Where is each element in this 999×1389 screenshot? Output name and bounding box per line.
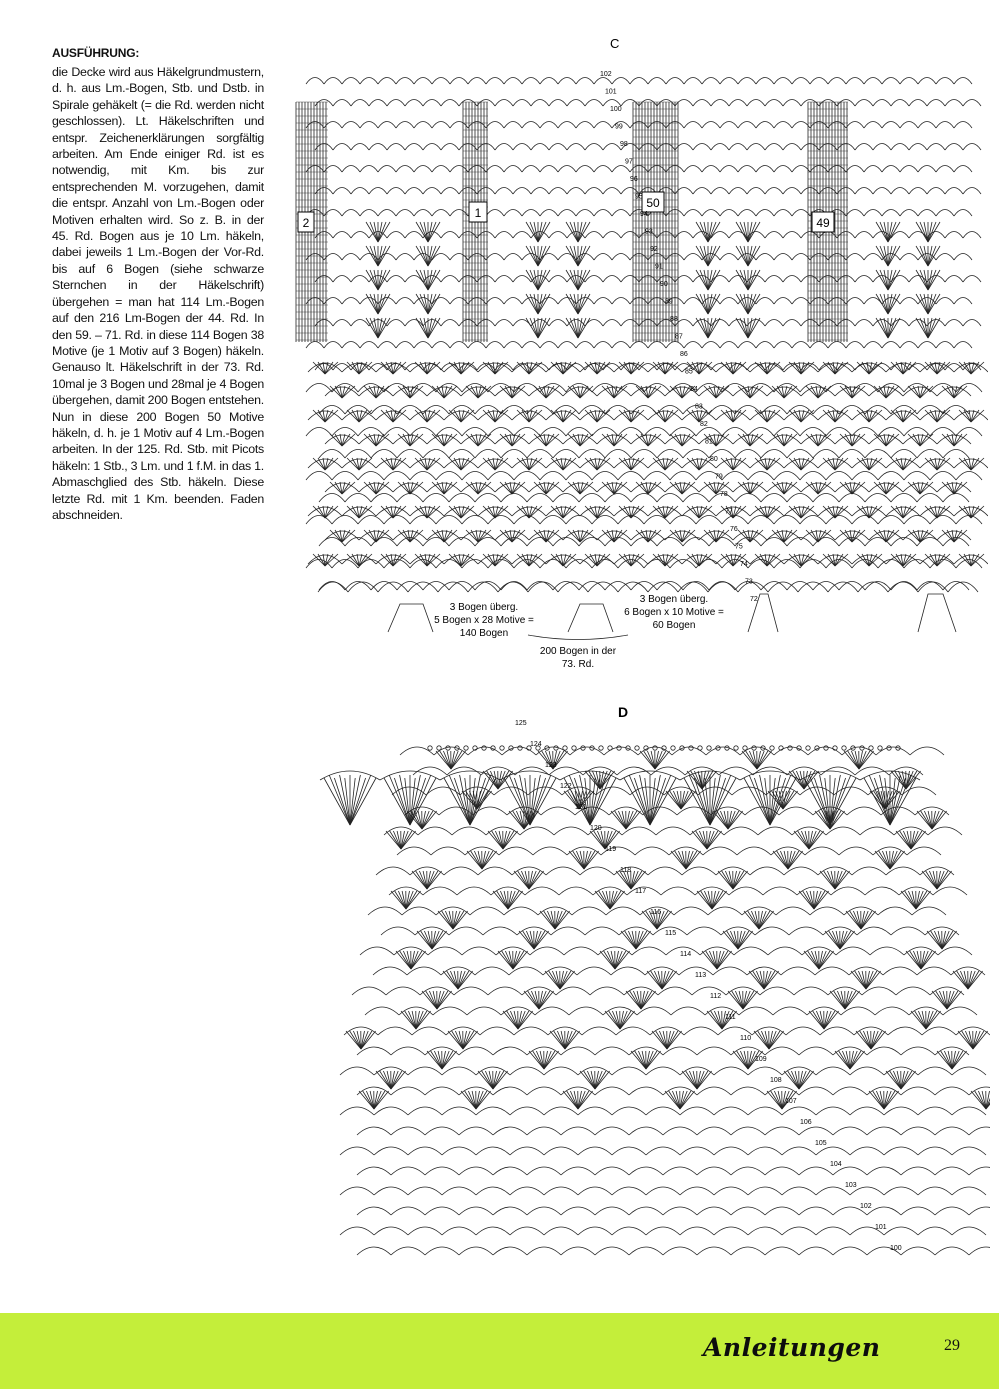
note-6x10: 6 Bogen x 10 Motive =	[624, 607, 724, 618]
chart-c-row-number: 73	[745, 578, 753, 586]
chart-d-row-number: 121	[575, 804, 587, 811]
chart-c-row-number: 98	[620, 141, 628, 148]
chart-c-row-number: 90	[660, 281, 668, 288]
note-73-rd: 73. Rd.	[561, 659, 595, 670]
chart-c-row-number: 86	[680, 351, 688, 358]
chart-d-row-number: 114	[680, 951, 692, 958]
chart-d-row-number: 115	[665, 930, 677, 937]
chart-c-row-number: 83	[695, 403, 703, 411]
chart-c-label: C	[610, 36, 620, 51]
chart-c-row-number: 85	[685, 368, 693, 376]
chart-d-row-number: 113	[695, 972, 707, 979]
instructions-column	[52, 46, 264, 523]
chart-d-row-number: 119	[605, 846, 617, 853]
chart-c-row-number: 82	[700, 421, 708, 428]
chart-c-row-number: 76	[730, 526, 738, 533]
chart-d-row-number: 103	[845, 1182, 857, 1189]
chart-d-row-number: 108	[770, 1077, 782, 1084]
chart-c-row-number: 102	[600, 71, 612, 78]
chart-d-row-number: 120	[590, 825, 602, 832]
chart-c-row-number: 88	[670, 316, 678, 323]
instructions-body: die Decke wird aus Häkelgrundmustern, d. h. aus Lm.-Bogen, Stb. und Dstb. in Spirale gehäkelt (= die Rd. werden nicht geschlossen). Lt. Häkelschriften und entspr. Zeichenerklärungen sorgfältig arbeiten. Am Ende einiger Rd. ist es notwendig, mit Km. bis zur entsprechenden M. vorzugehen, damit die entspr. Anzahl von Lm.-Bogen oder Motiven erhalten wird. So z. B. in der 45. Rd. Bogen aus je 10 Lm. häkeln, dabei jeweils 1 Lm.-Bogen der Vor-Rd. bis auf 6 Bogen (siehe schwarze Sternchen in der Häkelschrift) übergehen = man hat 114 Lm.-Bogen auf den 216 Lm-Bogen der 44. Rd. In den 59. – 71. Rd. in diese 114 Bogen 38 Motive (je 1 Motiv auf 3 Bogen) häkeln. Genauso lt. Häkelschrift in der 73. Rd. 10mal je 3 Bogen und 28mal je 4 Bogen übergehen, damit 200 Bogen entstehen. Nun in diese 200 Bogen 50 Motive häkeln, d. h. je 1 Motiv auf 4 Lm.-Bogen arbeiten. In der 125. Rd. Stb. mit Picots häkeln: 1 Stb., 3 Lm. und 1 f.M. in das 1. Abmaschglied des Stb. häkeln. Diese letzte Rd. mit 1 Km. beenden. Faden abschneiden.	[52, 65, 264, 522]
chart-c-row-number: 101	[605, 88, 617, 96]
chart-d-row-number: 105	[815, 1140, 827, 1147]
chart-d-row-number: 102	[860, 1203, 872, 1210]
chart-c-row-number: 94	[640, 211, 648, 218]
note-5x28: 5 Bogen x 28 Motive =	[434, 615, 534, 626]
chart-d-row-number: 116	[650, 909, 662, 916]
chart-d-row-number: 125	[515, 720, 527, 727]
note-60-bogen: 60 Bogen	[652, 620, 696, 631]
chart-d-row-number: 106	[800, 1119, 812, 1126]
chart-c-row-number: 92	[650, 246, 658, 253]
footer-band	[0, 1313, 999, 1389]
chart-c-row-number: 74	[740, 561, 748, 568]
svg-text:50: 50	[646, 196, 660, 210]
chart-d-row-number: 109	[755, 1056, 767, 1063]
chart-c-row-number: 97	[625, 158, 633, 166]
chart-c-row-number: 75	[735, 543, 743, 551]
chart-c-row-number: 93	[645, 228, 653, 236]
chart-c-row-number: 89	[665, 298, 673, 306]
chart-d-row-number: 122	[560, 783, 572, 790]
chart-d-row-number: 123	[545, 762, 557, 769]
svg-text:2: 2	[302, 216, 310, 230]
chart-d-row-number: 107	[785, 1098, 797, 1105]
chart-c-row-number: 84	[690, 386, 698, 393]
svg-text:49: 49	[816, 216, 830, 230]
chart-c-box-49	[812, 212, 834, 232]
chart-d-row-number: 124	[530, 741, 542, 748]
chart-c-row-number: 79	[715, 473, 723, 481]
chart-d-row-number: 104	[830, 1161, 842, 1168]
chart-c-row-number: 91	[655, 263, 663, 271]
chart-c-row-number: 78	[720, 491, 728, 498]
instructions-heading: AUSFÜHRUNG:	[52, 46, 140, 60]
note-3-bogen-left: 3 Bogen überg.	[449, 602, 519, 613]
chart-c-row-number: 99	[615, 123, 623, 131]
page-number: 29	[944, 1337, 960, 1354]
chart-c-row-number: 100	[610, 106, 622, 113]
chart-c-row-number: 72	[750, 596, 758, 603]
chart-c-box-1	[469, 202, 487, 222]
chart-c-row-number: 77	[725, 508, 733, 516]
chart-d-row-number: 117	[635, 888, 647, 895]
chart-d-label: D	[618, 704, 629, 720]
svg-text:1: 1	[474, 206, 482, 220]
chart-d-row-number: 112	[710, 993, 722, 1000]
chart-c-row-number: 95	[635, 193, 643, 201]
chart-c-row-number: 81	[705, 438, 713, 446]
note-140-bogen: 140 Bogen	[459, 628, 509, 639]
chart-c-box-50	[642, 192, 664, 212]
note-3-bogen-right: 3 Bogen überg.	[639, 594, 709, 605]
chart-d-row-number: 111	[725, 1014, 736, 1021]
crochet-chart-c	[288, 32, 988, 682]
chart-c-box-2	[298, 212, 314, 232]
chart-d-row-number: 110	[740, 1035, 752, 1042]
chart-d-row-number: 100	[890, 1245, 902, 1252]
section-title: Anleitungen	[703, 1333, 881, 1362]
crochet-chart-d	[300, 700, 990, 1300]
chart-d-row-number: 118	[620, 867, 632, 874]
chart-d-row-number: 101	[875, 1224, 887, 1231]
chart-c-row-number: 96	[630, 176, 638, 183]
chart-c-row-number: 87	[675, 333, 683, 341]
chart-c-row-number: 80	[710, 456, 718, 463]
note-200-bogen: 200 Bogen in der	[539, 646, 617, 657]
